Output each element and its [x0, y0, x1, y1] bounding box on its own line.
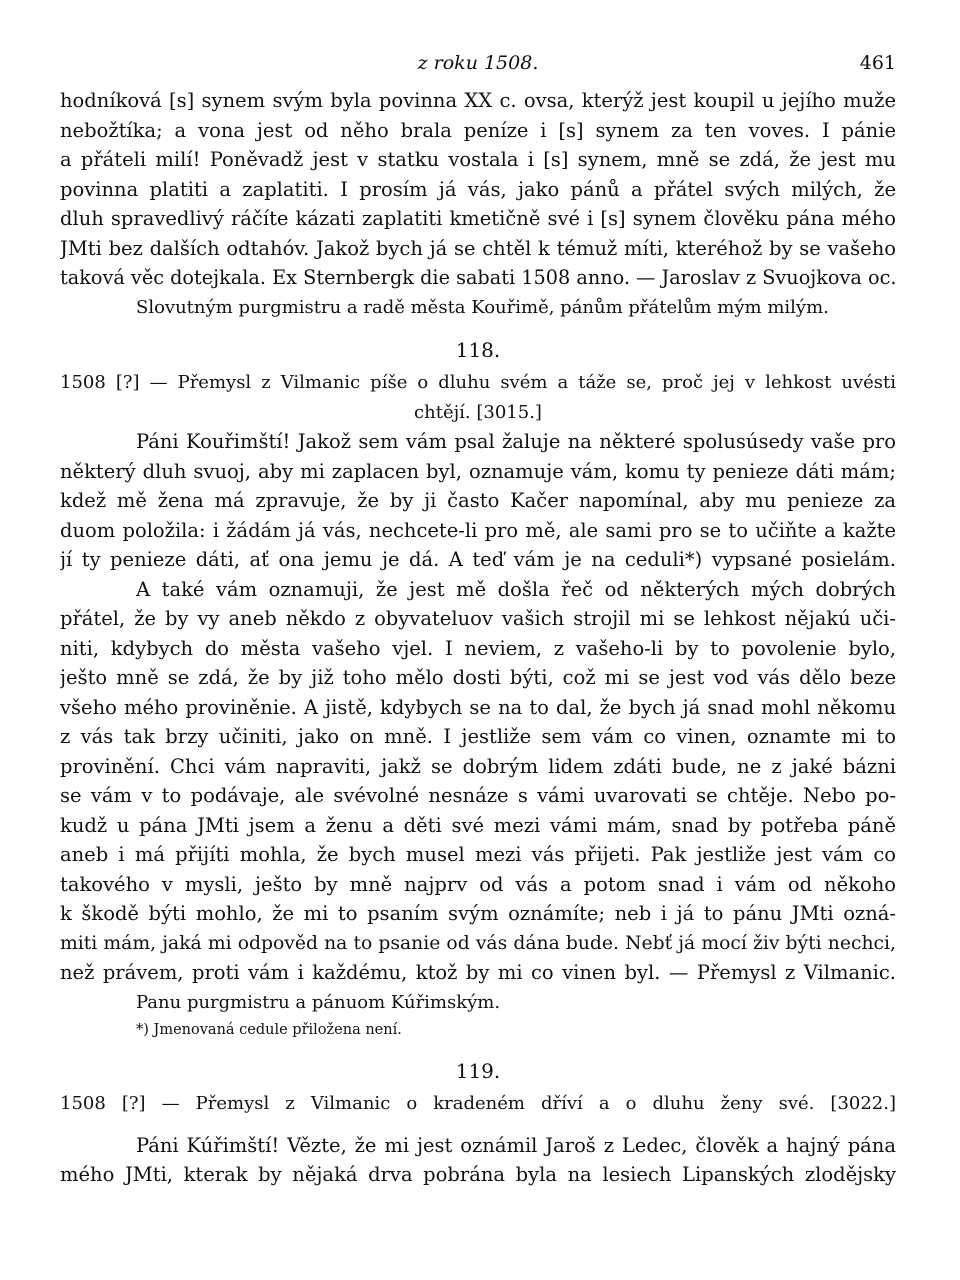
text-line: z vás tak brzy učiniti, jako on mně. I jestliže sem vám co vinen, oznamte mi to [60, 725, 896, 748]
book-page [60, 52, 896, 1190]
text-line: Páni Kouřimští! Jakož sem vám psal žaluje na některé spolusúsedy vaše pro [136, 430, 896, 453]
letter-address: Panu purgmistru a pánuom Kúřimským. [136, 991, 501, 1013]
text-line: a přáteli milí! Poněvadž jest v statku vostala i [s] synem, mně se zdá, že jest mu [60, 148, 896, 171]
footnote: *) Jmenovaná cedule přiložena není. [136, 1022, 402, 1038]
text-line: kdež mě žena má zpravuje, že by ji často Kačer napomínal, aby mu penieze za [60, 489, 896, 512]
regest-119: 1508 [?] — Přemysl z Vilmanic o kradeném dříví a o dluhu ženy své. [3022.] [60, 1093, 896, 1114]
text-line: mého JMti, kterak by nějaká drva pobrána byla na lesiech Lipanských zlodějsky [60, 1163, 896, 1186]
text-line: nebožtíka; a vona jest od něho brala peníze i [s] synem za ten voves. I pánie [60, 118, 896, 142]
text-line: než právem, proti vám i každému, ktož by mi co vinen byl. — Přemysl z Vilmanic. [60, 961, 896, 984]
text-line: se vám v to podávaje, ale svévolné nesnáze s vámi uvarovati se chtěje. Nebo po- [60, 784, 896, 807]
text-line: A také vám oznamuji, že jest mě došla řeč od některých mých dobrých [136, 577, 896, 601]
text-line: přátel, že by vy aneb někdo z obyvateluov vašich strojil mi se lehkost nějakú uči- [60, 607, 896, 630]
text-line: hodníková [s] synem svým byla povinna XX c. ovsa, kterýž jest koupil u jejího muže [60, 89, 896, 112]
text-line: miti mám, jaká mi odpověd na to psanie od vás dána bude. Nebť já mocí živ býti nechci, [60, 932, 896, 954]
running-head [60, 52, 896, 86]
text-line: jí ty penieze dáti, ať ona jemu je dá. A teď vám je na ceduli*) vypsané posielám. [60, 548, 896, 571]
spacer [60, 1119, 896, 1131]
document-number-119: 119. [455, 1059, 501, 1083]
text-line: JMti bez dalších odtahóv. Jakož bych já se chtěl k témuž míti, kteréhož by se vašeho [60, 236, 896, 260]
text-line: k škodě býti mohlo, že mi to psaním svým oznámíte; neb i já to pánu JMti ozná- [60, 902, 896, 925]
text-line: dluh spravedlivý ráčíte kázati zaplatiti kmetičně své i [s] synem člověku pána mého [60, 207, 896, 230]
running-head-title: z roku 1508. [417, 52, 539, 74]
text-line: některý dluh svuoj, aby mi zaplacen byl, oznamuje vám, komu ty penieze dáti mám; [60, 459, 896, 483]
letter-address: Slovutným purgmistru a radě města Kouřimě, pánům přátelům mým milým. [136, 296, 829, 318]
document-117-text [60, 86, 896, 322]
text-line: niti, kdybych do města vašeho vjel. I neviem, z vašeho-li by to povolenie bylo, [60, 636, 896, 660]
text-line: provinění. Chci vám napraviti, jakž se dobrým lidem zdáti bude, ne z jaké bázni [60, 754, 896, 778]
text-line: taková věc dotejkala. Ex Sternbergk die sabati 1508 anno. — Jaroslav z Svuojkova oc. [60, 266, 896, 289]
text-line: všeho mého proviněnie. A jistě, kdybych se na to dal, že bych já snad mohl někomu [60, 695, 896, 719]
text-line: kudž u pána JMti jsem a ženu a děti své mezi vámi mám, snad by potřeba páně [60, 813, 896, 837]
text-line: povinna platiti a zaplatiti. I prosím já vás, jako pánů a přátel svých milých, že [60, 177, 896, 201]
text-line: aneb i má přijíti mohla, že bych musel mezi vás přijeti. Pak jestliže jest vám co [60, 843, 896, 866]
document-118-text [60, 427, 896, 1043]
document-119-text [60, 1131, 896, 1190]
regest-118-line1: 1508 [?] — Přemysl z Vilmanic píše o dluhu svém a táže se, proč jej v lehkost uvésti [60, 372, 896, 393]
page-number: 461 [859, 52, 896, 74]
text-line: Páni Kúřimští! Vězte, že mi jest oznámil Jaroš z Ledec, člověk a hajný pána [136, 1133, 896, 1157]
regest-118-line2: chtějí. [3015.] [414, 401, 542, 423]
document-number-118: 118. [455, 338, 501, 362]
text-line: ješto mně se zdá, že by již toho mělo dosti býti, což mi se jest vod vás dělo beze [60, 666, 896, 689]
text-line: duom položila: i žádám já vás, nechcete-li pro mě, ale sami pro se to učiňte a kažte [60, 518, 896, 542]
text-line: takového v mysli, ješto by mně najprv od vás a potom snad i vám od někoho [60, 872, 896, 896]
